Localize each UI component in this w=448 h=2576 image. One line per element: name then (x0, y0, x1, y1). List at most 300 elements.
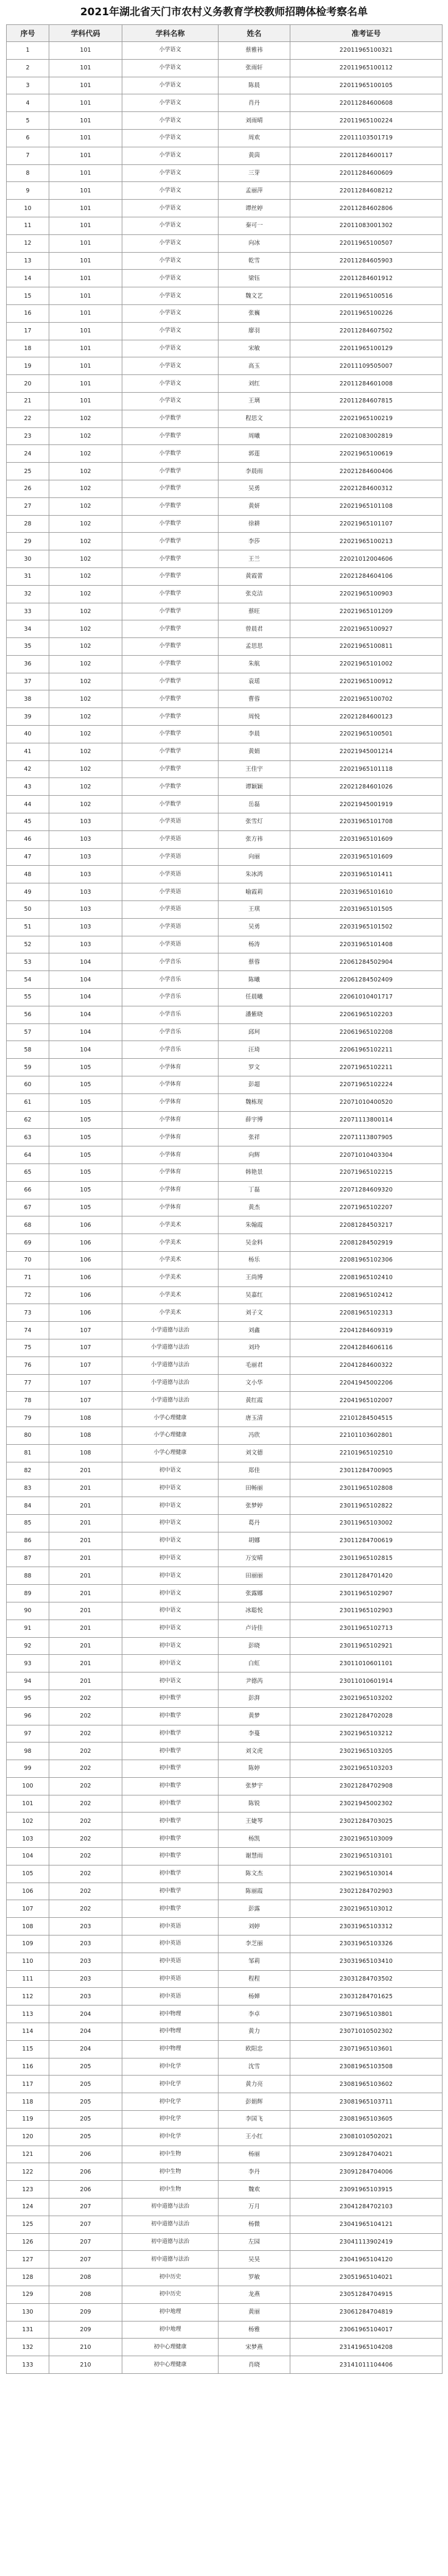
row-index: 61 (7, 1093, 49, 1111)
row-name: 万月 (219, 2199, 290, 2216)
row-index: 60 (7, 1076, 49, 1094)
row-subject-code: 201 (49, 1532, 122, 1549)
table-row (7, 1813, 443, 1830)
row-subject-name: 小学体育 (122, 1129, 219, 1146)
row-name: 李晨雨 (219, 463, 290, 480)
row-exam-id: 22011965100226 (290, 304, 443, 322)
table-row (7, 1620, 443, 1637)
row-subject-code: 102 (49, 603, 122, 620)
table-row (7, 2006, 443, 2023)
row-exam-id: 22021012004606 (290, 550, 443, 568)
table-row (7, 673, 443, 690)
row-index: 72 (7, 1286, 49, 1304)
table-row (7, 778, 443, 796)
row-subject-code: 102 (49, 480, 122, 497)
row-name: 宋敏 (219, 340, 290, 357)
row-subject-code: 203 (49, 1918, 122, 1936)
row-subject-name: 初中物理 (122, 2023, 219, 2041)
row-subject-code: 101 (49, 234, 122, 252)
table-row (7, 1848, 443, 1865)
table-row (7, 2146, 443, 2163)
table-row (7, 200, 443, 217)
row-name: 罗文 (219, 1059, 290, 1076)
row-index: 17 (7, 322, 49, 340)
row-subject-name: 小学语文 (122, 147, 219, 164)
row-subject-name: 小学语文 (122, 217, 219, 234)
row-name: 胡娜 (219, 1532, 290, 1549)
table-row (7, 480, 443, 497)
row-name: 丁磊 (219, 1181, 290, 1199)
row-index: 119 (7, 2111, 49, 2129)
row-subject-name: 小学数学 (122, 585, 219, 603)
row-subject-name: 小学数学 (122, 445, 219, 463)
row-index: 78 (7, 1392, 49, 1409)
row-index: 56 (7, 1006, 49, 1023)
row-subject-code: 206 (49, 2181, 122, 2199)
row-name: 三芽 (219, 164, 290, 182)
row-subject-code: 102 (49, 726, 122, 743)
row-index: 45 (7, 813, 49, 831)
table-row (7, 1549, 443, 1567)
row-name: 魏栋现 (219, 1093, 290, 1111)
row-subject-name: 小学英语 (122, 883, 219, 901)
row-subject-code: 102 (49, 533, 122, 550)
table-row (7, 1953, 443, 1970)
row-index: 106 (7, 1883, 49, 1900)
row-subject-code: 202 (49, 1777, 122, 1795)
document-title: 2021年湖北省天门市农村义务教育学校教师招聘体检考察名单 (80, 6, 368, 18)
row-name: 彭超 (219, 1076, 290, 1094)
row-exam-id: 23091965103915 (290, 2181, 443, 2199)
row-index: 9 (7, 182, 49, 200)
row-subject-code: 104 (49, 971, 122, 989)
row-subject-code: 101 (49, 322, 122, 340)
row-subject-name: 小学音乐 (122, 1006, 219, 1023)
row-exam-id: 23081965103605 (290, 2111, 443, 2129)
row-name: 魏欢 (219, 2181, 290, 2199)
row-subject-code: 204 (49, 2006, 122, 2023)
row-exam-id: 22021965100213 (290, 533, 443, 550)
row-name: 任晨曦 (219, 989, 290, 1006)
row-subject-code: 106 (49, 1269, 122, 1286)
row-index: 113 (7, 2006, 49, 2023)
row-name: 沈雪 (219, 2058, 290, 2076)
row-name: 张梦宇 (219, 1777, 290, 1795)
table-row (7, 1936, 443, 1953)
row-exam-id: 23031965103326 (290, 1936, 443, 1953)
row-subject-code: 205 (49, 2111, 122, 2129)
table-row (7, 2181, 443, 2199)
row-subject-code: 105 (49, 1093, 122, 1111)
row-name: 张方祎 (219, 830, 290, 848)
row-subject-name: 小学体育 (122, 1111, 219, 1129)
row-index: 39 (7, 708, 49, 726)
row-subject-code: 101 (49, 340, 122, 357)
table-row (7, 1076, 443, 1094)
row-name: 李蔓 (219, 1725, 290, 1742)
row-exam-id: 22021965101108 (290, 497, 443, 515)
row-name: 刘文虎 (219, 1742, 290, 1760)
row-exam-id: 23011965102808 (290, 1479, 443, 1497)
row-index: 12 (7, 234, 49, 252)
row-subject-name: 初中数学 (122, 1725, 219, 1742)
row-subject-name: 初中化学 (122, 2111, 219, 2129)
row-name: 李卓 (219, 2006, 290, 2023)
row-exam-id: 22021965100811 (290, 638, 443, 656)
table-row (7, 760, 443, 778)
table-row (7, 1988, 443, 2006)
row-subject-code: 205 (49, 2058, 122, 2076)
row-subject-code: 206 (49, 2163, 122, 2181)
row-subject-name: 初中语文 (122, 1532, 219, 1549)
row-subject-code: 103 (49, 848, 122, 866)
row-subject-name: 初中数学 (122, 1900, 219, 1918)
table-row (7, 2058, 443, 2076)
row-subject-code: 101 (49, 182, 122, 200)
table-row (7, 848, 443, 866)
row-subject-code: 101 (49, 200, 122, 217)
row-subject-name: 小学语文 (122, 375, 219, 393)
row-subject-code: 103 (49, 901, 122, 919)
row-exam-id: 23091284704021 (290, 2146, 443, 2163)
row-name: 宋梦燕 (219, 2339, 290, 2356)
row-index: 51 (7, 918, 49, 936)
row-subject-code: 205 (49, 2076, 122, 2093)
row-subject-code: 201 (49, 1497, 122, 1515)
table-row (7, 1006, 443, 1023)
row-name: 廖羽 (219, 322, 290, 340)
row-subject-name: 小学数学 (122, 638, 219, 656)
row-index: 42 (7, 760, 49, 778)
row-exam-id: 23011965102822 (290, 1497, 443, 1515)
row-subject-code: 102 (49, 410, 122, 427)
row-name: 葛丹 (219, 1514, 290, 1532)
table-row (7, 2356, 443, 2374)
row-name: 郑佳 (219, 1462, 290, 1479)
row-exam-id: 22061965102211 (290, 1041, 443, 1059)
row-index: 2 (7, 59, 49, 77)
row-subject-code: 207 (49, 2233, 122, 2251)
row-index: 22 (7, 410, 49, 427)
row-subject-code: 102 (49, 673, 122, 690)
row-subject-name: 小学数学 (122, 690, 219, 708)
row-index: 87 (7, 1549, 49, 1567)
row-index: 63 (7, 1129, 49, 1146)
row-subject-code: 103 (49, 830, 122, 848)
row-name: 冯欣 (219, 1427, 290, 1444)
table-row (7, 392, 443, 410)
row-exam-id: 22101965102510 (290, 1444, 443, 1462)
row-name: 向辉 (219, 1146, 290, 1164)
row-index: 77 (7, 1374, 49, 1392)
row-subject-name: 小学体育 (122, 1164, 219, 1182)
row-subject-code: 207 (49, 2216, 122, 2233)
row-subject-name: 初中数学 (122, 1813, 219, 1830)
row-index: 66 (7, 1181, 49, 1199)
row-subject-name: 初中生物 (122, 2146, 219, 2163)
row-subject-name: 小学英语 (122, 936, 219, 953)
row-name: 高玉 (219, 357, 290, 375)
row-exam-id: 22021284604106 (290, 567, 443, 585)
row-subject-code: 105 (49, 1199, 122, 1216)
row-subject-name: 小学数学 (122, 673, 219, 690)
row-subject-name: 初中语文 (122, 1602, 219, 1620)
row-exam-id: 22011965100516 (290, 287, 443, 305)
row-subject-code: 104 (49, 1023, 122, 1041)
table-row (7, 2128, 443, 2146)
row-subject-name: 小学数学 (122, 480, 219, 497)
row-name: 朱翰霞 (219, 1216, 290, 1234)
row-exam-id: 23071010502302 (290, 2023, 443, 2041)
row-index: 103 (7, 1830, 49, 1848)
row-subject-name: 小学音乐 (122, 989, 219, 1006)
row-subject-code: 104 (49, 953, 122, 971)
row-name: 刘子文 (219, 1304, 290, 1322)
row-exam-id: 22041284600322 (290, 1356, 443, 1374)
table-header-row (7, 25, 443, 42)
row-subject-name: 小学语文 (122, 304, 219, 322)
row-subject-code: 108 (49, 1427, 122, 1444)
row-subject-code: 203 (49, 1936, 122, 1953)
row-index: 71 (7, 1269, 49, 1286)
table-row (7, 2163, 443, 2181)
row-subject-name: 初中生物 (122, 2181, 219, 2199)
row-name: 田丽丽 (219, 1567, 290, 1585)
row-subject-code: 104 (49, 989, 122, 1006)
table-row (7, 1199, 443, 1216)
row-subject-code: 201 (49, 1620, 122, 1637)
row-subject-name: 小学语文 (122, 392, 219, 410)
row-subject-code: 101 (49, 357, 122, 375)
row-index: 33 (7, 603, 49, 620)
row-subject-name: 初中语文 (122, 1462, 219, 1479)
row-exam-id: 22031965101708 (290, 813, 443, 831)
row-name: 王尚博 (219, 1269, 290, 1286)
table-row (7, 936, 443, 953)
row-subject-code: 102 (49, 708, 122, 726)
table-row (7, 1164, 443, 1182)
table-row (7, 287, 443, 305)
table-row (7, 1059, 443, 1076)
row-exam-id: 22011284608212 (290, 182, 443, 200)
row-name: 张克洁 (219, 585, 290, 603)
row-subject-name: 小学英语 (122, 830, 219, 848)
row-index: 53 (7, 953, 49, 971)
table-row (7, 1392, 443, 1409)
row-exam-id: 22011284601008 (290, 375, 443, 393)
row-exam-id: 22071113800114 (290, 1111, 443, 1129)
table-row (7, 1146, 443, 1164)
table-row (7, 1304, 443, 1322)
row-name: 文小华 (219, 1374, 290, 1392)
table-row (7, 620, 443, 638)
row-name: 韩艳景 (219, 1164, 290, 1182)
row-subject-code: 101 (49, 252, 122, 270)
row-exam-id: 22021965101002 (290, 655, 443, 673)
row-exam-id: 22031965101609 (290, 848, 443, 866)
row-subject-code: 102 (49, 585, 122, 603)
table-row (7, 1497, 443, 1515)
row-index: 95 (7, 1690, 49, 1707)
row-index: 40 (7, 726, 49, 743)
row-subject-name: 小学语文 (122, 270, 219, 287)
row-index: 114 (7, 2023, 49, 2041)
row-exam-id: 22021284600406 (290, 463, 443, 480)
row-subject-code: 105 (49, 1164, 122, 1182)
row-subject-name: 初中地理 (122, 2303, 219, 2321)
row-index: 132 (7, 2339, 49, 2356)
row-exam-id: 23141965104208 (290, 2339, 443, 2356)
row-subject-name: 小学英语 (122, 901, 219, 919)
row-subject-code: 101 (49, 164, 122, 182)
row-subject-code: 202 (49, 1900, 122, 1918)
row-index: 35 (7, 638, 49, 656)
row-index: 67 (7, 1199, 49, 1216)
row-name: 张祥 (219, 1129, 290, 1146)
row-index: 11 (7, 217, 49, 234)
row-exam-id: 22021965100702 (290, 690, 443, 708)
row-exam-id: 22101103602801 (290, 1427, 443, 1444)
row-exam-id: 23021965103203 (290, 1760, 443, 1778)
row-name: 张露娜 (219, 1585, 290, 1602)
row-index: 1 (7, 42, 49, 60)
row-subject-name: 初中语文 (122, 1514, 219, 1532)
row-name: 黄力亮 (219, 2076, 290, 2093)
row-subject-name: 初中历史 (122, 2286, 219, 2304)
row-subject-code: 107 (49, 1374, 122, 1392)
row-subject-name: 小学英语 (122, 866, 219, 883)
row-exam-id: 22021965100619 (290, 445, 443, 463)
row-subject-code: 201 (49, 1514, 122, 1532)
row-index: 52 (7, 936, 49, 953)
row-exam-id: 23041965104120 (290, 2251, 443, 2269)
row-name: 杨丽 (219, 2146, 290, 2163)
row-subject-code: 202 (49, 1725, 122, 1742)
header-index: 序号 (7, 25, 49, 42)
table-row (7, 2199, 443, 2216)
table-row (7, 550, 443, 568)
row-subject-code: 102 (49, 760, 122, 778)
row-exam-id: 22071965102215 (290, 1164, 443, 1182)
row-subject-name: 初中道德与法治 (122, 2216, 219, 2233)
row-exam-id: 22021965101107 (290, 515, 443, 533)
row-name: 程程 (219, 1970, 290, 1988)
table-row (7, 2040, 443, 2058)
row-index: 90 (7, 1602, 49, 1620)
row-name: 陈丽霞 (219, 1883, 290, 1900)
row-subject-name: 小学音乐 (122, 971, 219, 989)
table-row (7, 463, 443, 480)
row-subject-code: 201 (49, 1479, 122, 1497)
table-row (7, 1251, 443, 1269)
row-exam-id: 22011965100224 (290, 112, 443, 130)
row-name: 王璃 (219, 392, 290, 410)
row-subject-code: 102 (49, 497, 122, 515)
row-index: 16 (7, 304, 49, 322)
row-name: 陈锐 (219, 1795, 290, 1813)
row-name: 王婕琴 (219, 1813, 290, 1830)
row-exam-id: 22031965101610 (290, 883, 443, 901)
row-name: 唐玉清 (219, 1409, 290, 1427)
row-index: 83 (7, 1479, 49, 1497)
row-exam-id: 23081010502021 (290, 2128, 443, 2146)
row-subject-name: 初中化学 (122, 2128, 219, 2146)
table-row (7, 2303, 443, 2321)
table-row (7, 690, 443, 708)
row-index: 62 (7, 1111, 49, 1129)
row-index: 82 (7, 1462, 49, 1479)
row-subject-name: 小学体育 (122, 1076, 219, 1094)
row-index: 101 (7, 1795, 49, 1813)
row-subject-code: 106 (49, 1304, 122, 1322)
table-row (7, 1672, 443, 1690)
row-index: 112 (7, 1988, 49, 2006)
row-subject-name: 小学语文 (122, 357, 219, 375)
row-subject-name: 小学心理健康 (122, 1427, 219, 1444)
row-subject-name: 小学语文 (122, 287, 219, 305)
row-subject-name: 小学美术 (122, 1286, 219, 1304)
header-subject-name: 学科名称 (122, 25, 219, 42)
table-row (7, 112, 443, 130)
row-subject-code: 202 (49, 1830, 122, 1848)
row-exam-id: 22061284502409 (290, 971, 443, 989)
table-row (7, 743, 443, 760)
table-row (7, 427, 443, 445)
row-subject-name: 初中数学 (122, 1848, 219, 1865)
row-subject-code: 209 (49, 2321, 122, 2339)
row-index: 88 (7, 1567, 49, 1585)
row-exam-id: 23021965103101 (290, 1848, 443, 1865)
row-index: 109 (7, 1936, 49, 1953)
row-exam-id: 22011284607815 (290, 392, 443, 410)
row-subject-name: 初中英语 (122, 1970, 219, 1988)
row-index: 121 (7, 2146, 49, 2163)
row-name: 孟思思 (219, 638, 290, 656)
row-exam-id: 23021284702908 (290, 1777, 443, 1795)
row-exam-id: 23031284701625 (290, 1988, 443, 2006)
row-index: 108 (7, 1918, 49, 1936)
row-subject-name: 小学数学 (122, 708, 219, 726)
row-exam-id: 22021284601026 (290, 778, 443, 796)
row-subject-name: 初中化学 (122, 2058, 219, 2076)
table-row (7, 796, 443, 813)
row-name: 黄杰 (219, 1199, 290, 1216)
row-exam-id: 22081284502919 (290, 1234, 443, 1252)
row-subject-code: 101 (49, 287, 122, 305)
row-name: 乾雪 (219, 252, 290, 270)
table-row (7, 1970, 443, 1988)
row-subject-name: 初中心理健康 (122, 2356, 219, 2374)
row-subject-name: 初中语文 (122, 1672, 219, 1690)
row-name: 欧阳忠 (219, 2040, 290, 2058)
table-row (7, 515, 443, 533)
row-name: 魏文艺 (219, 287, 290, 305)
row-index: 65 (7, 1164, 49, 1182)
row-name: 孟丽萍 (219, 182, 290, 200)
row-exam-id: 22081965102410 (290, 1269, 443, 1286)
row-index: 98 (7, 1742, 49, 1760)
row-subject-name: 小学体育 (122, 1093, 219, 1111)
row-index: 32 (7, 585, 49, 603)
row-name: 黄妍 (219, 497, 290, 515)
table-row (7, 2216, 443, 2233)
row-subject-code: 102 (49, 463, 122, 480)
row-exam-id: 22081284503217 (290, 1216, 443, 1234)
row-subject-name: 小学道德与法治 (122, 1356, 219, 1374)
table-row (7, 1707, 443, 1725)
row-exam-id: 22031965101502 (290, 918, 443, 936)
row-subject-name: 初中数学 (122, 1865, 219, 1883)
